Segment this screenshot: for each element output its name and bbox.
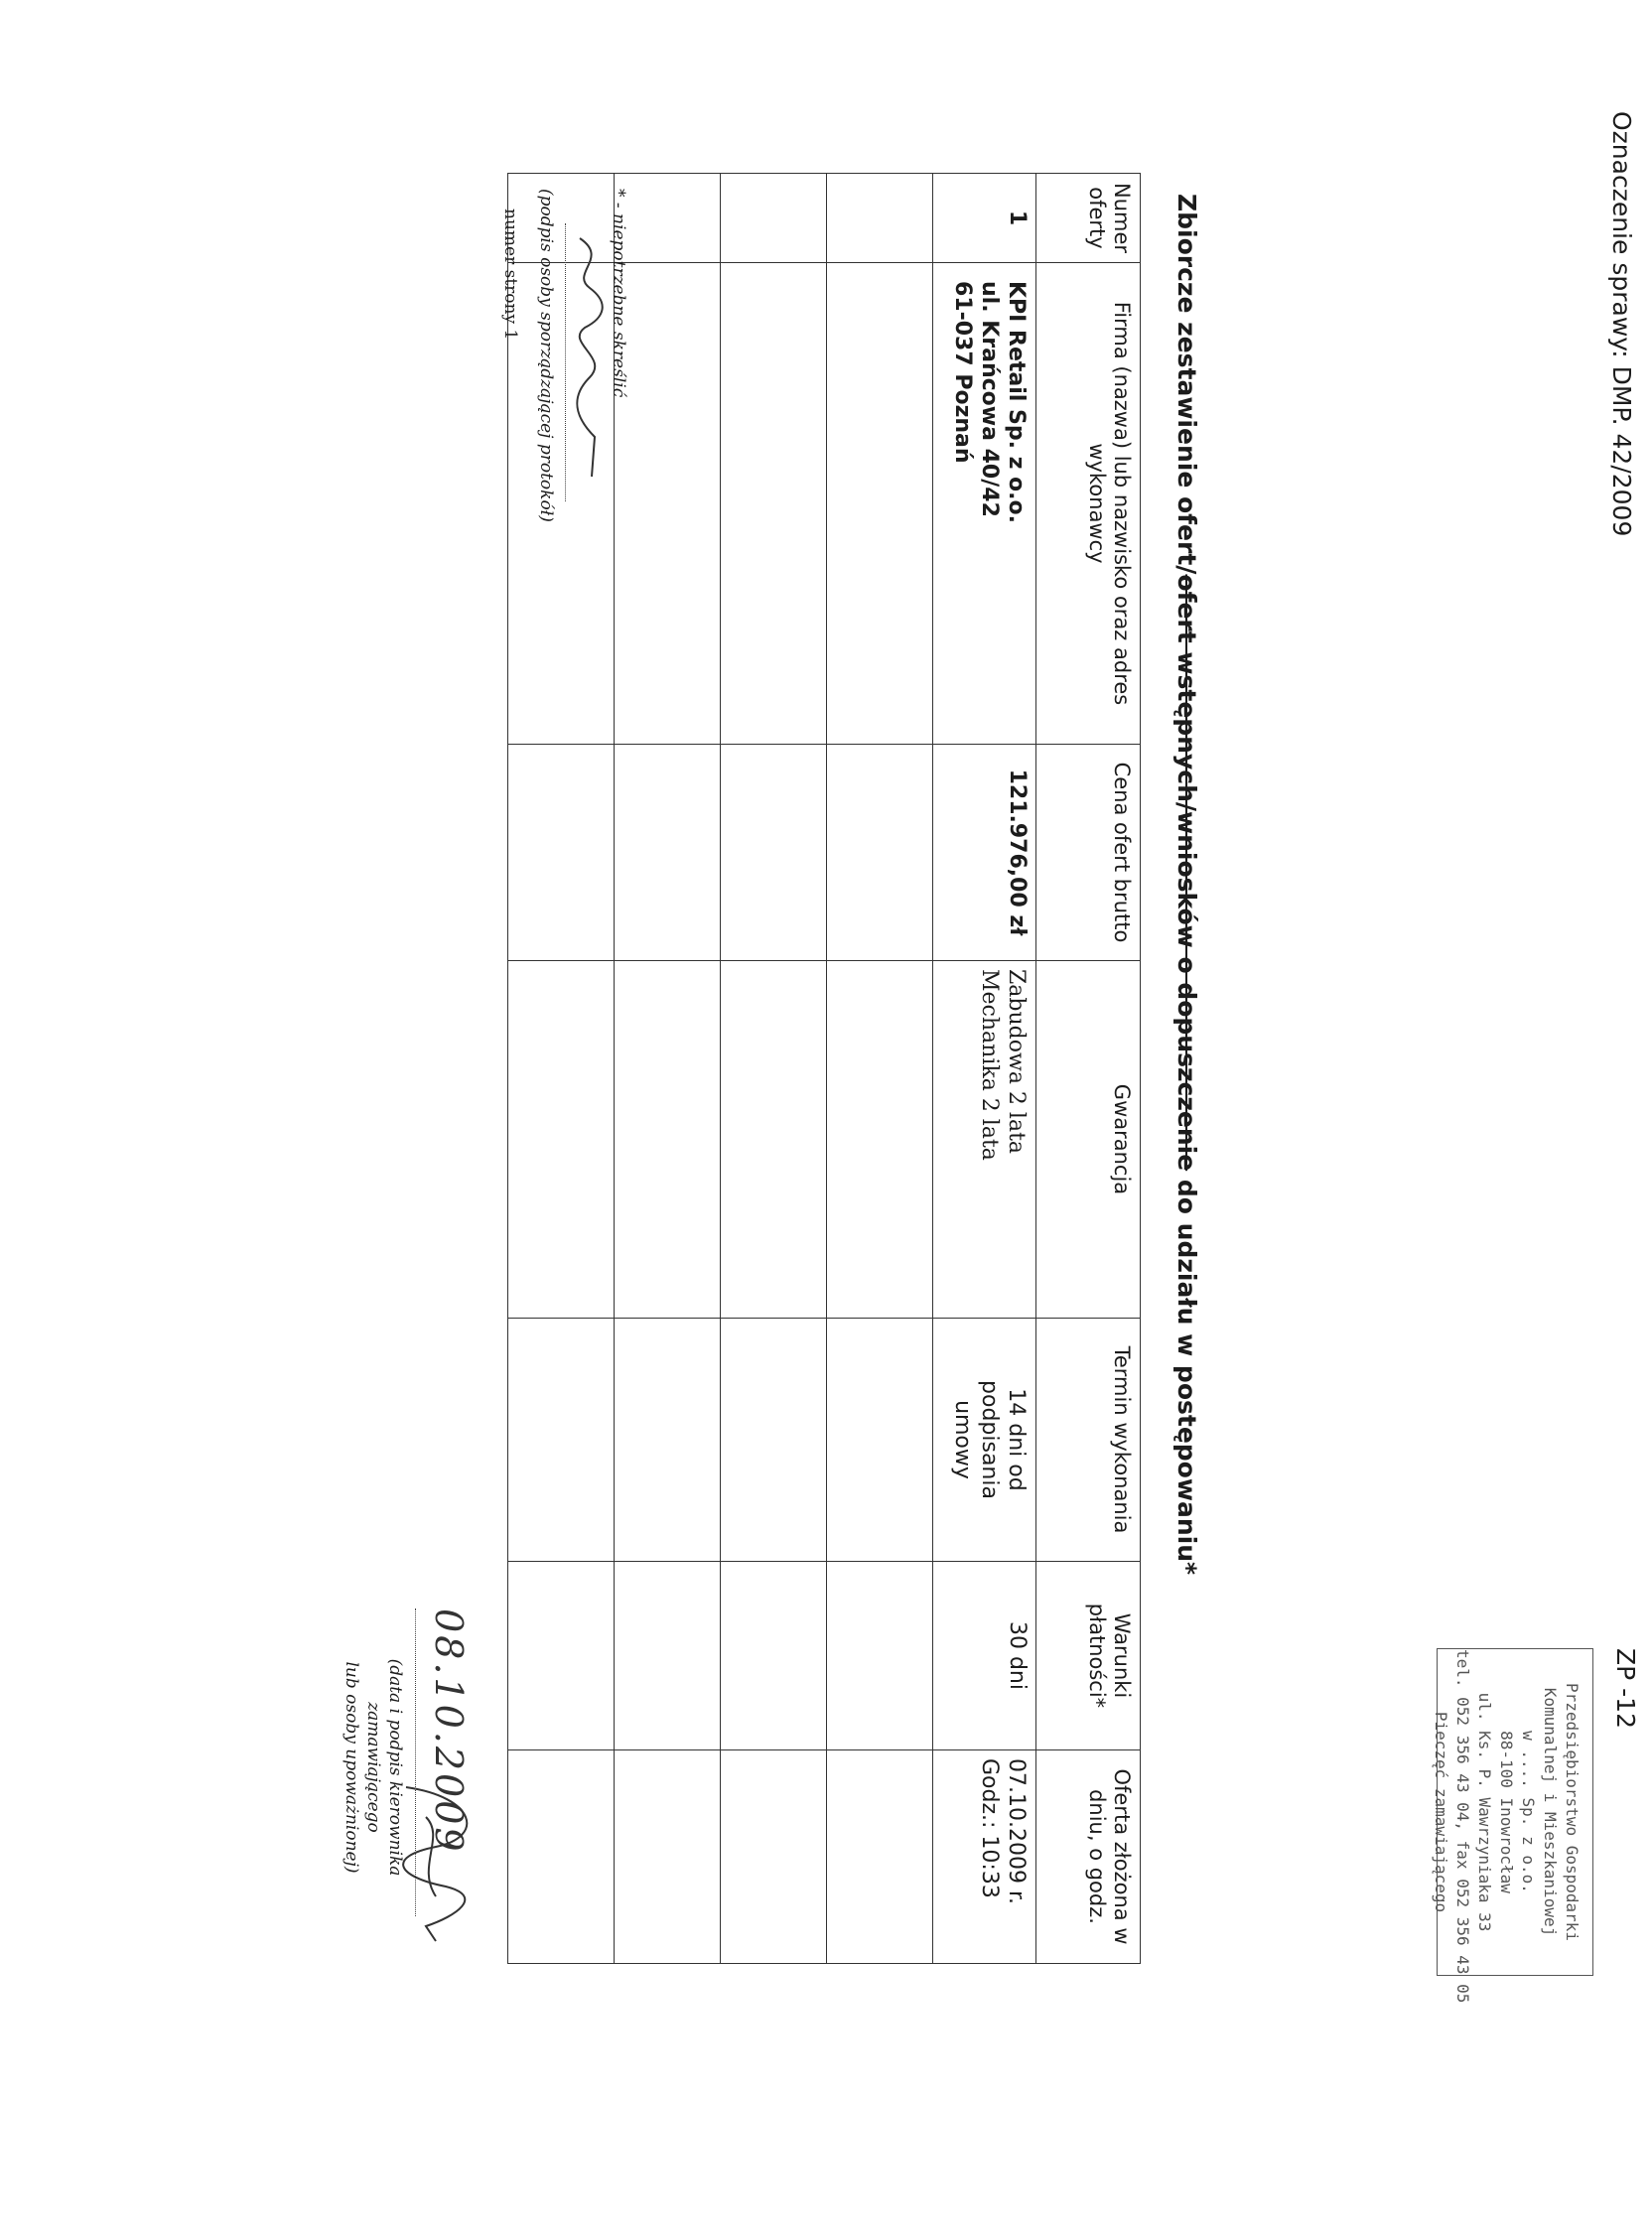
empty-cell: [508, 1562, 615, 1750]
title-part-1: Zbiorcze zestawienie ofert/: [1172, 194, 1201, 575]
title-part-2: do udziału w postępowaniu*: [1172, 1171, 1201, 1576]
empty-cell: [827, 1319, 933, 1562]
empty-cell: [721, 1750, 827, 1964]
empty-cell: [615, 174, 721, 263]
cell-offer-number: 1: [933, 174, 1036, 263]
title-struck-part: ofert wstępnych/wniosków o dopuszczenie: [1172, 574, 1201, 1172]
empty-cell: [721, 263, 827, 745]
case-designation: Oznaczenie sprawy: DMP. 42/2009: [1607, 111, 1636, 537]
empty-cell: [508, 1750, 615, 1964]
table-row-empty: [615, 174, 721, 1964]
document-title: [1172, 194, 1201, 1575]
empty-cell: [721, 745, 827, 961]
header-company: Firma (nazwa) lub nazwisko oraz adres wykonawcy: [1036, 263, 1141, 745]
stamp-line: ul. Ks. P. Wawrzyniaka 33: [1475, 1692, 1494, 1932]
empty-cell: [721, 1319, 827, 1562]
cell-term: 14 dni od podpisania umowy: [933, 1319, 1036, 1562]
footnote: * - niepotrzebne skreślić: [609, 189, 628, 398]
preparer-signature-line: [565, 223, 566, 501]
header-offer-number: Numer oferty: [1036, 174, 1141, 263]
form-code: ZP -12: [1611, 1648, 1640, 1729]
empty-cell: [508, 961, 615, 1319]
empty-cell: [721, 174, 827, 263]
ordering-party-stamp: [1432, 1648, 1593, 2004]
empty-cell: [615, 1750, 721, 1964]
manager-signature-caption: [341, 1599, 406, 1936]
cell-price: 121.976,00 zł: [933, 745, 1036, 961]
manager-caption-line-1: (data i podpis kierownika zamawiającego: [363, 1658, 405, 1877]
cell-company: KPI Retail Sp. z o.o. ul. Krańcowa 40/42 61-037 Poznań: [933, 263, 1036, 745]
empty-cell: [827, 745, 933, 961]
empty-cell: [827, 1750, 933, 1964]
preparer-signature-caption: (podpis osoby sporządzającej protokół): [536, 189, 556, 522]
stamp-line: Pieczęć zamawiającego: [1432, 1711, 1450, 1913]
empty-cell: [615, 263, 721, 745]
header-price: Cena ofert brutto: [1036, 745, 1141, 961]
header-submitted: Oferta złożona w dniu, o godz.: [1036, 1750, 1141, 1964]
empty-cell: [615, 961, 721, 1319]
table-row-empty: [827, 174, 933, 1964]
empty-cell: [721, 1562, 827, 1750]
stamp-line: tel. 052 356 43 04, fax 052 356 43 05: [1453, 1649, 1472, 2004]
empty-cell: [721, 961, 827, 1319]
handwritten-date: 08.10.2009: [427, 1608, 471, 1855]
stamp-line: w .... Sp. z o.o.: [1519, 1731, 1538, 1893]
cell-payment: 30 dni: [933, 1562, 1036, 1750]
cell-warranty: Zabudowa 2 lata Mechanika 2 lata: [933, 961, 1036, 1319]
stamp-line: 88-100 Inowrocław: [1497, 1731, 1516, 1893]
stamp-line: Przedsiębiorstwo Gospodarki: [1563, 1682, 1582, 1942]
stamp-line: Komunalnej i Mieszkaniowej: [1541, 1687, 1560, 1937]
empty-cell: [827, 263, 933, 745]
table-row: [933, 174, 1036, 1964]
cell-submitted: 07.10.2009 r. Godz.: 10:33: [933, 1750, 1036, 1964]
table-header-row: [1036, 174, 1141, 1964]
table-row-empty: [721, 174, 827, 1964]
empty-cell: [508, 745, 615, 961]
page-number: numer strony 1: [500, 209, 520, 341]
empty-cell: [615, 745, 721, 961]
header-payment: Warunki płatności*: [1036, 1562, 1141, 1750]
empty-cell: [827, 1562, 933, 1750]
header-term: Termin wykonania: [1036, 1319, 1141, 1562]
empty-cell: [615, 1319, 721, 1562]
empty-cell: [508, 1319, 615, 1562]
preparer-signature: [560, 228, 620, 487]
manager-signature-line: [415, 1608, 416, 1916]
empty-cell: [615, 1562, 721, 1750]
manager-caption-line-2: lub osoby upoważnionej): [342, 1661, 361, 1874]
empty-cell: [827, 174, 933, 263]
header-warranty: Gwarancja: [1036, 961, 1141, 1319]
empty-cell: [827, 961, 933, 1319]
